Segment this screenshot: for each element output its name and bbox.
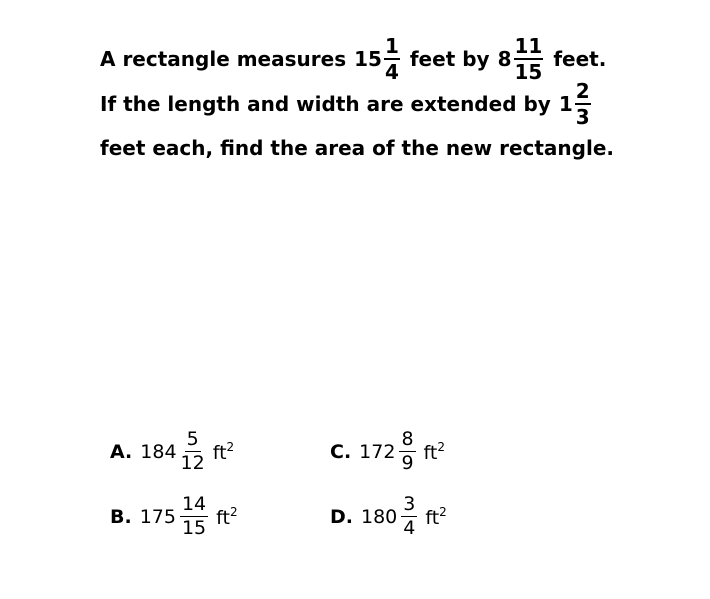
fraction-denominator: 12 [180,452,205,474]
unit-text: ft [216,506,230,529]
unit-exponent: 2 [439,504,447,519]
choice-a[interactable] [110,430,234,473]
choice-unit [425,505,446,529]
choice-b[interactable] [110,495,238,538]
fraction [401,495,417,538]
question-text: A rectangle measures [100,47,347,71]
choice-whole: 180 [361,505,398,528]
fraction-denominator: 15 [181,517,207,539]
fraction-numerator: 1 [384,34,399,58]
fraction [514,36,544,82]
choice-whole: 175 [139,505,176,528]
unit-exponent: 2 [229,504,238,519]
choice-whole: 172 [359,440,396,463]
fraction [575,81,591,127]
choice-unit [424,440,445,464]
fraction-numerator: 5 [186,428,199,450]
choice-unit [213,440,234,464]
unit-text: ft [425,506,440,529]
fraction [384,36,400,82]
fraction-numerator: 14 [181,493,207,515]
choice-letter: D. [330,505,353,528]
question-line-3 [100,136,614,160]
choice-whole: 184 [140,440,177,463]
fraction-numerator: 2 [575,79,590,103]
fraction-denominator: 4 [403,517,416,539]
choice-letter: B. [110,505,132,528]
mixed-number-whole: 1 [558,92,573,116]
unit-exponent: 2 [226,439,235,454]
question-text: feet. [553,47,607,71]
fraction-numerator: 3 [403,493,416,515]
unit-text: ft [212,441,227,464]
question-text: feet each, find the area of the new rectangle. [100,136,615,160]
choice-letter: C. [330,440,352,463]
fraction-numerator: 11 [514,34,543,58]
fraction-denominator: 3 [575,105,590,129]
question-line-2 [100,81,593,127]
unit-exponent: 2 [437,439,445,454]
question-line-1 [100,36,606,82]
fraction [181,430,205,473]
choice-letter: A. [110,440,133,463]
fraction-denominator: 15 [514,60,543,84]
mixed-number-whole: 15 [354,47,382,71]
choice-unit [216,505,237,529]
question-text: feet by [409,47,490,71]
choice-c[interactable] [330,430,445,473]
fraction-numerator: 8 [401,428,414,450]
fraction [399,430,415,473]
choice-d[interactable] [330,495,447,538]
question-text: If the length and width are extended by [100,92,551,116]
unit-text: ft [423,441,438,464]
fraction-denominator: 4 [384,60,399,84]
fraction [180,495,208,538]
mixed-number-whole: 8 [497,47,512,71]
fraction-denominator: 9 [401,452,414,474]
